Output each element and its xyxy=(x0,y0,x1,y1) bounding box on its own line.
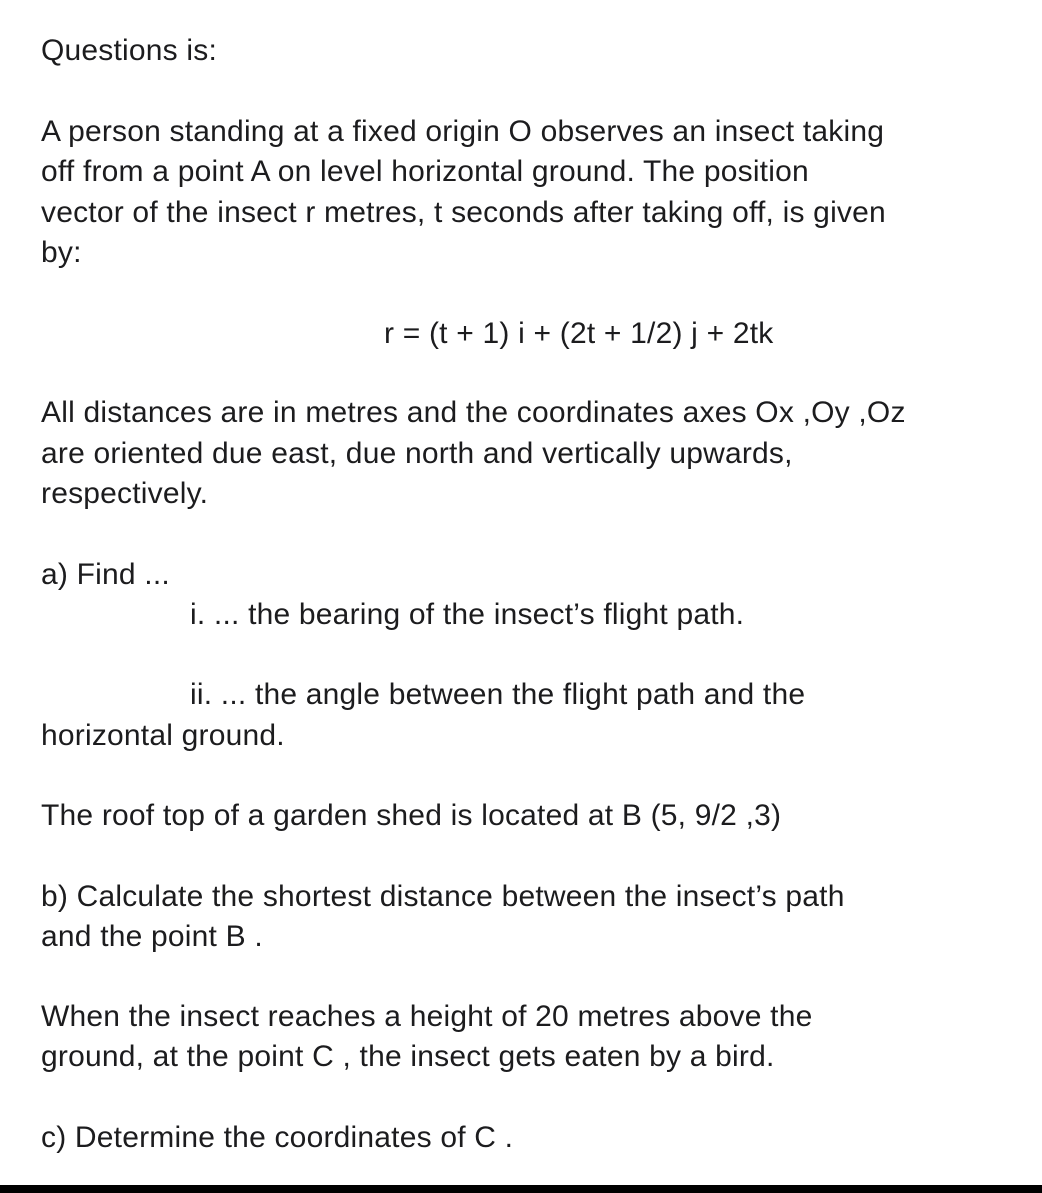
part-a-ii-line-2: horizontal ground. xyxy=(41,719,285,752)
axes-line-3: respectively. xyxy=(41,477,209,510)
intro-line-3: vector of the insect r metres, t seconds after taking off, is given xyxy=(41,196,886,229)
bottom-edge-bar xyxy=(0,1185,1042,1193)
part-c: c) Determine the coordinates of C . xyxy=(41,1121,514,1154)
axes-line-1: All distances are in metres and the coordinates axes Ox ,Oy ,Oz xyxy=(41,396,906,429)
heading: Questions is: xyxy=(41,34,218,67)
part-b-line-2: and the point B . xyxy=(41,920,263,953)
intro-line-2: off from a point A on level horizontal ground. The position xyxy=(41,155,809,188)
position-vector-formula: r = (t + 1) i + (2t + 1/2) j + 2tk xyxy=(384,317,774,350)
part-a-i: i. ... the bearing of the insect’s flight path. xyxy=(190,598,745,631)
part-a-ii-line-1: ii. ... the angle between the flight path and the xyxy=(190,678,806,711)
intro-line-1: A person standing at a fixed origin O observes an insect taking xyxy=(41,115,885,148)
bird-line-1: When the insect reaches a height of 20 metres above the xyxy=(41,1000,813,1033)
bird-line-2: ground, at the point C , the insect gets eaten by a bird. xyxy=(41,1040,775,1073)
part-b-line-1: b) Calculate the shortest distance between the insect’s path xyxy=(41,880,845,913)
part-a-label: a) Find ... xyxy=(41,558,170,591)
intro-line-4: by: xyxy=(41,236,82,269)
shed-location: The roof top of a garden shed is located at B (5, 9/2 ,3) xyxy=(41,799,782,832)
axes-line-2: are oriented due east, due north and vertically upwards, xyxy=(41,437,793,470)
